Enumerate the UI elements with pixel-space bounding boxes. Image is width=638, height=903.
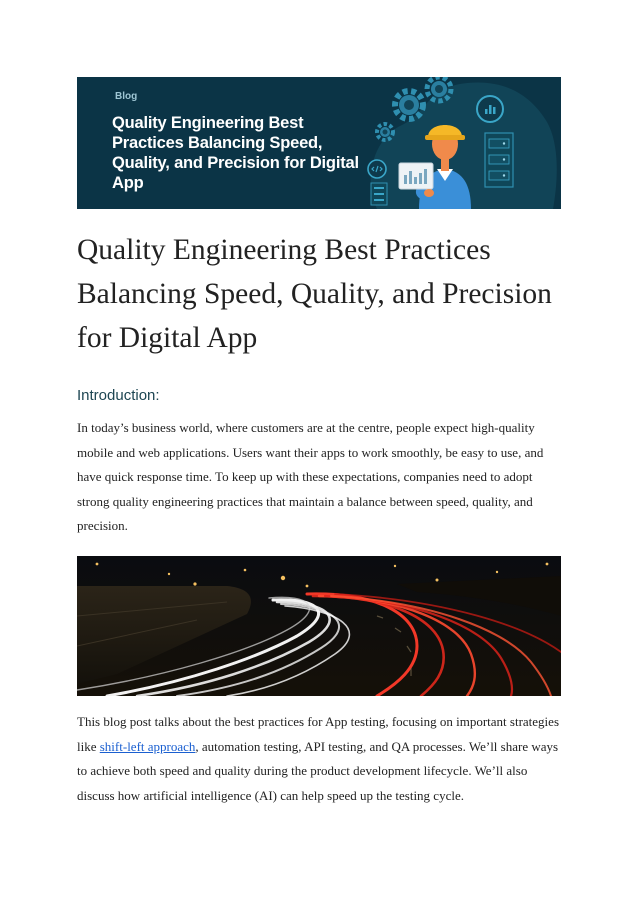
server-icon (371, 183, 387, 205)
banner-title: Quality Engineering Best Practices Balancing Speed, Quality, and Precision for Digital App (112, 114, 359, 192)
highway-light-trails-photo (77, 556, 561, 696)
photo-illustration (77, 556, 561, 696)
banner-tag: Blog (115, 91, 138, 102)
gear-icon (377, 124, 393, 140)
chart-icon (477, 96, 503, 122)
server-icon (485, 133, 513, 187)
intro-paragraph: In today’s business world, where customers are at the centre, people expect high-quality mobile and web applications. Users want their apps to work smoothly, be easy to use, and have quick response time. To keep up with these expectations, companies need to adopt strong quality engineering practices that maintain a balance between speed, quality, and precision. (77, 420, 544, 534)
code-icon (368, 160, 386, 178)
blog-paragraph (77, 710, 565, 808)
gear-icon (395, 91, 423, 119)
blog-paragraph-text-end: , automation testing, API testing, and QA processes. We’ll share ways to achieve both speed and quality during the product development lifecycle. We’ll also discuss how artificial intelligence (AI) can help speed up the testing cycle. (77, 738, 559, 803)
intro-heading: Introduction: (77, 387, 160, 404)
shift-left-approach-link[interactable]: shift-left approach (99, 738, 196, 754)
page-title: Quality Engineering Best Practices Balancing Speed, Quality, and Precision for Digital App (77, 234, 552, 354)
blog-paragraph-text-start: This blog post talks about the best practices for App testing, focusing on important strategies like (77, 714, 559, 754)
blog-banner (77, 77, 561, 209)
banner-illustration (357, 77, 561, 209)
